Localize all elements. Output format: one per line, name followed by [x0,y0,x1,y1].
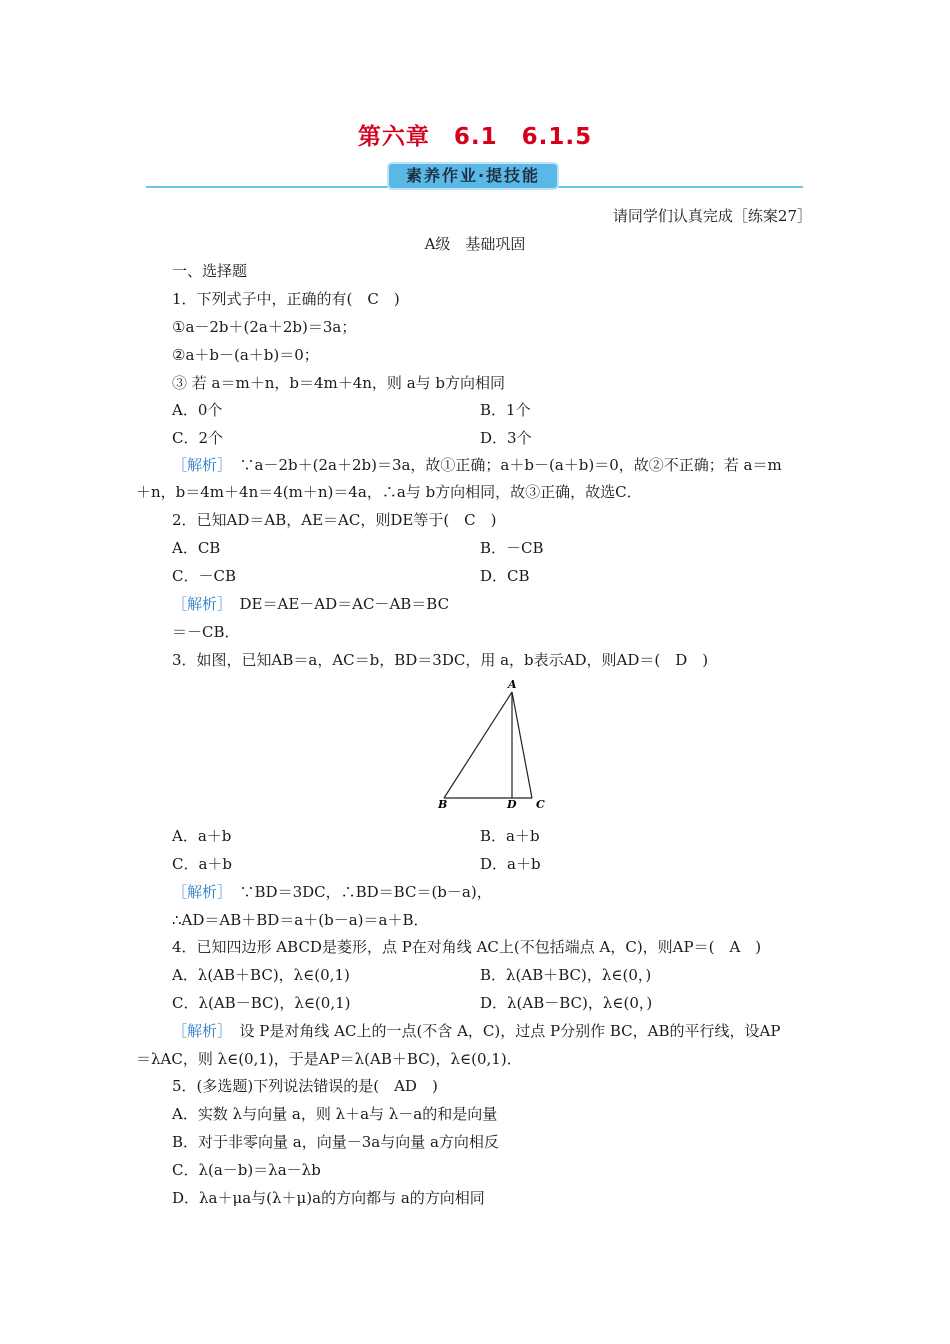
option-a: A．0个 [172,401,223,419]
option-a: A．实数 λ与向量 a，则 λ＋a与 λ－a的和是向量 [172,1105,498,1123]
analysis-2-cont: ＝－CB． [172,623,240,641]
edge-ab [444,692,512,798]
chapter-title: 第六章 6.1 6.1.5 [357,124,593,150]
analysis-3: ［解析］ ∵BD＝3DC，∴BD＝BC＝(b－a)， [172,883,492,901]
analysis-tag: ［解析］ [172,595,225,613]
statement-2: ②a＋b－(a＋b)＝0； [172,346,319,364]
question-3: 3．如图，已知AB＝a，AC＝b，BD＝3DC，用 a，b表示AD，则AD＝( D ) [172,651,709,669]
option-b: B．a＋b [480,827,540,845]
option-b: B．1个 [480,401,531,419]
analysis-tag: ［解析］ [172,883,225,901]
option-c: C．－CB [172,567,236,585]
option-c: C．a＋b [172,855,233,873]
analysis-2: ［解析］ DE＝AE－AD＝AC－AB＝BC [172,595,450,613]
option-c: C．λ(a－b)＝λa－λb [172,1161,321,1179]
option-d: D．a＋b [480,855,541,873]
analysis-1: ［解析］ ∵a－2b＋(2a＋2b)＝3a，故①正确；a＋b－(a＋b)＝0，故②不正确；若 a＝m [172,456,782,474]
analysis-tag: ［解析］ [172,456,225,474]
option-a: A．a＋b [172,827,232,845]
section-banner: 素养作业·提技能 [389,164,557,188]
question-4: 4．已知四边形 ABCD是菱形，点 P在对角线 AC上(不包括端点 A，C)，则AP＝( A ) [172,938,762,956]
option-b: B．对于非零向量 a，向量－3a与向量 a方向相反 [172,1133,499,1151]
label-b: B [438,798,448,811]
question-5: 5．(多选题)下列说法错误的是( AD ) [172,1077,438,1095]
option-a: A．CB [172,539,221,557]
triangle-figure [432,678,552,813]
question-2: 2．已知AD＝AB，AE＝AC，则DE等于( C ) [172,511,497,529]
analysis-3-cont: ∴AD＝AB＋BD＝a＋(b－a)＝a＋B． [172,911,429,929]
option-c: C．2个 [172,429,224,447]
section-heading: 一、选择题 [172,262,248,280]
label-c: C [536,798,545,811]
option-b: B．λ(AB＋BC)，λ∈(0，) [480,966,652,984]
analysis-1-cont: ＋n，b＝4m＋4n＝4(m＋n)＝4a，∴a与 b方向相同，故③正确，故选C． [136,483,642,501]
option-a: A．λ(AB＋BC)，λ∈(0,1) [172,966,350,984]
level-heading: A级 基础巩固 [424,235,526,253]
option-d: D．CB [480,567,530,585]
practice-note: 请同学们认真完成［练案27］ [612,207,812,225]
option-d: D．λ(AB－BC)，λ∈(0，) [480,994,653,1012]
question-1: 1．下列式子中，正确的有( C ) [172,290,400,308]
analysis-4-cont: ＝λAC，则 λ∈(0,1)，于是AP＝λ(AB＋BC)，λ∈(0,1)． [136,1050,522,1068]
statement-3: ③ 若 a＝m＋n，b＝4m＋4n，则 a与 b方向相同 [172,374,506,392]
option-c: C．λ(AB－BC)，λ∈(0,1) [172,994,351,1012]
statement-1: ①a－2b＋(2a＋2b)＝3a； [172,318,357,336]
label-d: D [507,798,517,811]
label-a: A [508,678,517,691]
option-b: B．－CB [480,539,544,557]
option-d: D．λa＋μa与(λ＋μ)a的方向都与 a的方向相同 [172,1189,485,1207]
analysis-tag: ［解析］ [172,1022,225,1040]
analysis-4: ［解析］ 设 P是对角线 AC上的一点(不含 A，C)，过点 P分别作 BC，AB的平行线，设AP [172,1022,781,1040]
edge-ac [512,692,532,798]
option-d: D．3个 [480,429,532,447]
